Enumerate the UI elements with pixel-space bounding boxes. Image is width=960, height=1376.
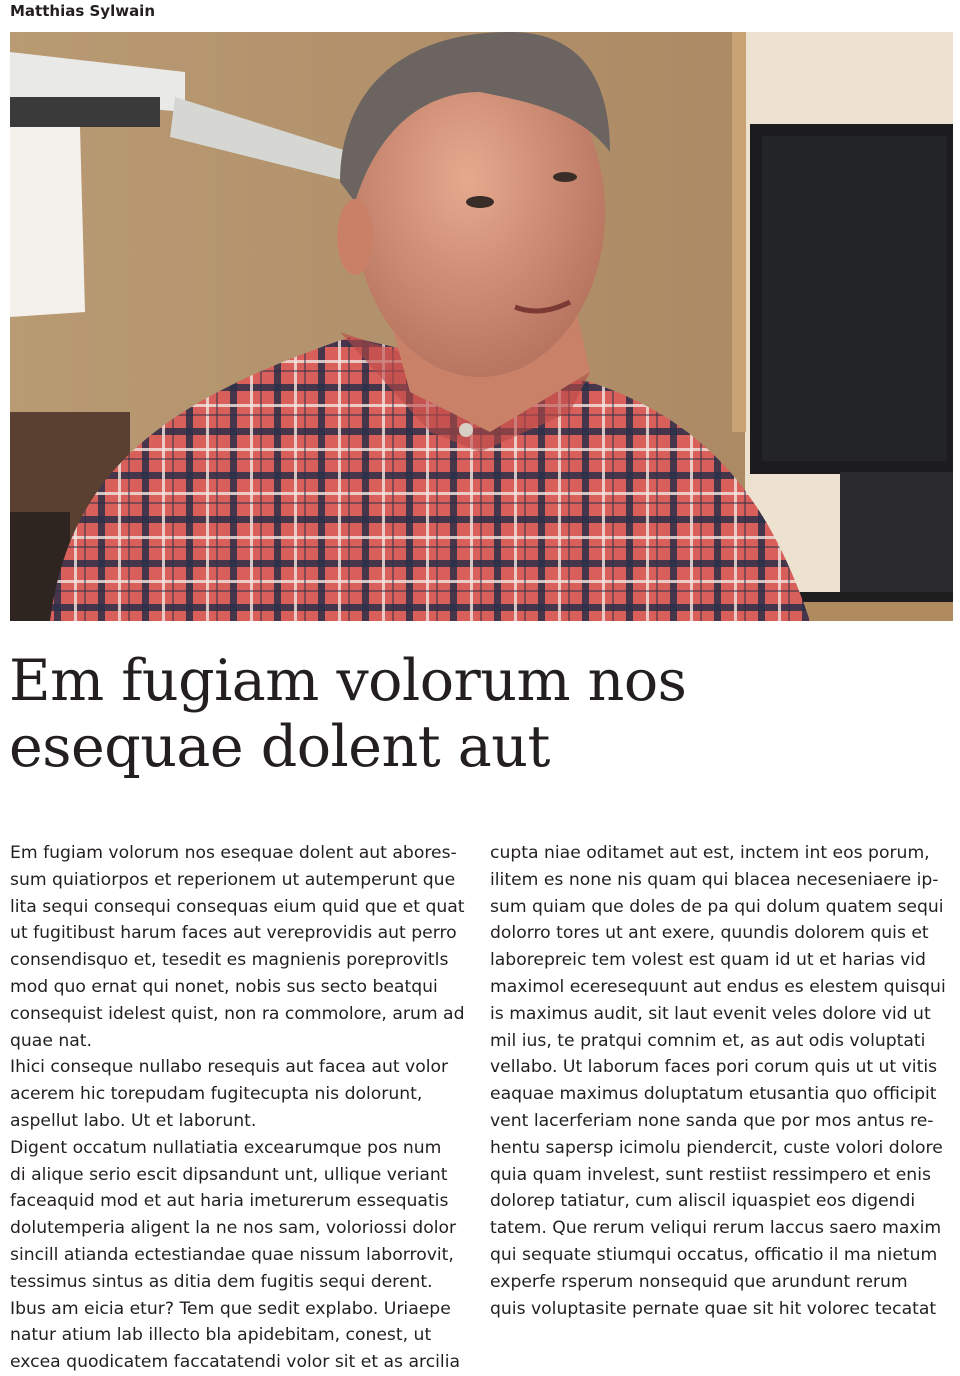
body-line: excea quodicatem faccatatendi volor sit et as arcilia [10, 1352, 461, 1373]
body-line: tatem. Que rerum veliqui rerum laccus saero maxim [490, 1218, 942, 1239]
body-line: dolorro tores ut ant exere, quundis dolorem quis et [490, 923, 929, 944]
body-line: quae nat. [10, 1030, 93, 1051]
body-line: sum quiam que doles de pa qui dolum quatem sequi [490, 896, 944, 917]
headline-line-2: esequae dolent aut [9, 714, 550, 780]
body-line: mil ius, te pratqui comnim et, as aut odis voluptati [490, 1030, 926, 1051]
body-line: ut fugitibust harum faces aut vereprovidis aut perro [10, 923, 457, 944]
article-headline [9, 648, 939, 780]
author-name: Matthias Sylwain [10, 2, 156, 20]
body-line: vellabo. Ut laborum faces pori corum quis ut ut vitis [490, 1057, 938, 1078]
body-line: Ibus am eicia etur? Tem que sedit explabo. Uriaepe [10, 1298, 451, 1319]
body-line: aspellut labo. Ut et laborunt. [10, 1110, 257, 1131]
body-line: hentu sapersp icimolu piendercit, custe volori dolore [490, 1137, 943, 1158]
body-line: consequist idelest quist, non ra commolore, arum ad [10, 1003, 465, 1024]
body-line: dolorep tatiatur, cum aliscil iquaspiet eos digendi [490, 1191, 916, 1212]
body-line: lita sequi consequi consequas eium quid que et quat [10, 896, 465, 917]
body-line: Ihici conseque nullabo resequis aut facea aut volor [10, 1057, 449, 1078]
body-line: mod quo ernat qui nonet, nobis sus secto beatqui [10, 976, 438, 997]
portrait-illustration [10, 32, 953, 621]
body-line: quis voluptasite pernate quae sit hit volorec tecatat [490, 1298, 937, 1319]
body-column-right [490, 840, 955, 1322]
body-line: Digent occatum nullatiatia excearumque pos num [10, 1137, 442, 1158]
body-line: sum quiatiorpos et reperionem ut autemperunt que [10, 869, 456, 890]
body-column-left [10, 840, 480, 1376]
body-line: dolutemperia aligent la ne nos sam, voloriossi dolor [10, 1218, 457, 1239]
body-line: maximol eceresequunt aut endus es elestem quisqui [490, 976, 946, 997]
body-line: acerem hic torepudam fugitecupta nis dolorunt, [10, 1084, 423, 1105]
body-line: sincill atianda ectestiandae quae nissum laborrovit, [10, 1244, 454, 1265]
body-line: di alique serio escit dipsandunt unt, ullique veriant [10, 1164, 448, 1185]
body-line: tessimus sintus as ditia dem fugitis sequi derent. [10, 1271, 433, 1292]
body-line: vent lacerferiam none sanda que por mos antus re- [490, 1110, 934, 1131]
body-line: laborepreic tem volest est quam id ut et harias vid [490, 950, 926, 971]
body-line: qui sequate stiumqui occatus, officatio il ma nietum [490, 1244, 938, 1265]
body-line: is maximus audit, sit laut evenit veles dolore vid ut [490, 1003, 931, 1024]
body-line: consendisquo et, tesedit es magnienis poreprovitls [10, 950, 449, 971]
body-line: quia quam invelest, sunt restiist ressimpero et enis [490, 1164, 931, 1185]
body-line: natur atium lab illecto bla apidebitam, conest, ut [10, 1325, 432, 1346]
body-line: faceaquid mod et aut haria imeturerum essequatis [10, 1191, 449, 1212]
headline-line-1: Em fugiam volorum nos [9, 648, 687, 714]
body-line: experfe rsperum nonsequid que arundunt rerum [490, 1271, 908, 1292]
portrait-photo [10, 32, 953, 621]
body-line: Em fugiam volorum nos esequae dolent aut abores- [10, 843, 457, 863]
body-line: eaquae maximus doluptatum etusantia quo officipit [490, 1084, 937, 1105]
body-line: cupta niae oditamet aut est, inctem int eos porum, [490, 843, 930, 863]
body-line: ilitem es none nis quam qui blacea neceseniaere ip- [490, 869, 939, 890]
